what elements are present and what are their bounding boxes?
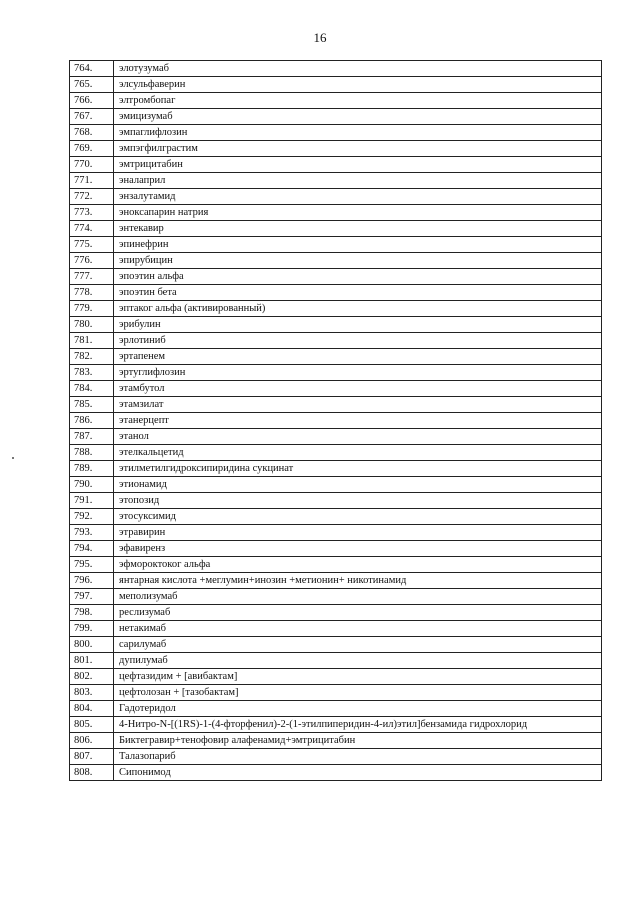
drug-name: эпинефрин [114, 237, 602, 253]
row-number: 794. [70, 541, 114, 557]
table-row [70, 509, 602, 525]
table-row [70, 333, 602, 349]
table-row [70, 237, 602, 253]
table-row [70, 285, 602, 301]
drug-name: реслизумаб [114, 605, 602, 621]
row-number: 781. [70, 333, 114, 349]
row-number: 786. [70, 413, 114, 429]
drug-name: меполизумаб [114, 589, 602, 605]
drug-name: этанол [114, 429, 602, 445]
row-number: 792. [70, 509, 114, 525]
drug-name: эпоэтин бета [114, 285, 602, 301]
table-row [70, 749, 602, 765]
table-row [70, 77, 602, 93]
drug-name: Сипонимод [114, 765, 602, 781]
row-number: 769. [70, 141, 114, 157]
table-row [70, 557, 602, 573]
drug-name: Биктегравир+тенофовир алафенамид+эмтрицитабин [114, 733, 602, 749]
row-number: 765. [70, 77, 114, 93]
drug-name: эноксапарин натрия [114, 205, 602, 221]
table-row [70, 381, 602, 397]
drug-name: этопозид [114, 493, 602, 509]
row-number: 782. [70, 349, 114, 365]
drug-name: эналаприл [114, 173, 602, 189]
drug-name: энзалутамид [114, 189, 602, 205]
table-row [70, 525, 602, 541]
drug-name: эмпаглифлозин [114, 125, 602, 141]
table-row [70, 365, 602, 381]
drug-name: элотузумаб [114, 61, 602, 77]
row-number: 799. [70, 621, 114, 637]
row-number: 784. [70, 381, 114, 397]
row-number: 780. [70, 317, 114, 333]
row-number: 773. [70, 205, 114, 221]
drug-name: 4-Нитро-N-[(1RS)-1-(4-фторфенил)-2-(1-этилпиперидин-4-ил)этил]бензамида гидрохлорид [114, 717, 602, 733]
table-row [70, 653, 602, 669]
drug-name: эптаког альфа (активированный) [114, 301, 602, 317]
row-number: 775. [70, 237, 114, 253]
table-row [70, 125, 602, 141]
row-number: 798. [70, 605, 114, 621]
table-row [70, 109, 602, 125]
table-row [70, 157, 602, 173]
drug-name: этанерцепт [114, 413, 602, 429]
row-number: 767. [70, 109, 114, 125]
row-number: 788. [70, 445, 114, 461]
drug-name: сарилумаб [114, 637, 602, 653]
row-number: 795. [70, 557, 114, 573]
drug-name: дупилумаб [114, 653, 602, 669]
drug-name: эмицизумаб [114, 109, 602, 125]
table-row [70, 205, 602, 221]
drug-name: этамзилат [114, 397, 602, 413]
table-row [70, 397, 602, 413]
row-number: 766. [70, 93, 114, 109]
table-row [70, 269, 602, 285]
table-row [70, 461, 602, 477]
table-row [70, 477, 602, 493]
row-number: 796. [70, 573, 114, 589]
row-number: 807. [70, 749, 114, 765]
drug-name: этамбутол [114, 381, 602, 397]
table-row [70, 637, 602, 653]
drug-name: этилметилгидроксипиридина сукцинат [114, 461, 602, 477]
row-number: 777. [70, 269, 114, 285]
table-row [70, 589, 602, 605]
drug-name: Гадотеридол [114, 701, 602, 717]
table-row [70, 765, 602, 781]
table-row [70, 317, 602, 333]
row-number: 791. [70, 493, 114, 509]
table-row [70, 253, 602, 269]
drug-name: эпоэтин альфа [114, 269, 602, 285]
row-number: 797. [70, 589, 114, 605]
drug-name: цефтазидим + [авибактам] [114, 669, 602, 685]
row-number: 800. [70, 637, 114, 653]
table-row [70, 189, 602, 205]
drug-name: эмпэгфилграстим [114, 141, 602, 157]
row-number: 772. [70, 189, 114, 205]
row-number: 802. [70, 669, 114, 685]
drug-name: Талазопариб [114, 749, 602, 765]
row-number: 774. [70, 221, 114, 237]
drug-name: эртапенем [114, 349, 602, 365]
row-number: 804. [70, 701, 114, 717]
table-row [70, 173, 602, 189]
drug-name: нетакимаб [114, 621, 602, 637]
table-row [70, 621, 602, 637]
table-row [70, 733, 602, 749]
drug-name: эртуглифлозин [114, 365, 602, 381]
drug-name: элсульфаверин [114, 77, 602, 93]
drug-name: цефтолозан + [тазобактам] [114, 685, 602, 701]
row-number: 779. [70, 301, 114, 317]
table-row [70, 93, 602, 109]
row-number: 778. [70, 285, 114, 301]
drug-name: эмтрицитабин [114, 157, 602, 173]
row-number: 808. [70, 765, 114, 781]
drug-name: эпирубицин [114, 253, 602, 269]
table-row [70, 445, 602, 461]
row-number: 806. [70, 733, 114, 749]
drug-name: этионамид [114, 477, 602, 493]
table-row [70, 301, 602, 317]
table-row [70, 701, 602, 717]
row-number: 805. [70, 717, 114, 733]
table-row [70, 573, 602, 589]
table-row [70, 221, 602, 237]
drug-name: эрлотиниб [114, 333, 602, 349]
table-row [70, 349, 602, 365]
row-number: 783. [70, 365, 114, 381]
table-row [70, 541, 602, 557]
row-number: 789. [70, 461, 114, 477]
drug-name: энтекавир [114, 221, 602, 237]
row-number: 785. [70, 397, 114, 413]
table-row [70, 61, 602, 77]
margin-mark [12, 457, 14, 459]
drug-name: элтромбопаг [114, 93, 602, 109]
drug-name: эфмороктоког альфа [114, 557, 602, 573]
drug-name: эфавиренз [114, 541, 602, 557]
table-row [70, 141, 602, 157]
row-number: 803. [70, 685, 114, 701]
page-number: 16 [313, 30, 327, 45]
table-row [70, 429, 602, 445]
drug-name: янтарная кислота +меглумин+инозин +метионин+ никотинамид [114, 573, 602, 589]
row-number: 768. [70, 125, 114, 141]
table-row [70, 605, 602, 621]
table-row [70, 717, 602, 733]
drug-name: этравирин [114, 525, 602, 541]
table-row [70, 413, 602, 429]
table-row [70, 669, 602, 685]
row-number: 764. [70, 61, 114, 77]
drug-list-body [70, 61, 602, 781]
row-number: 771. [70, 173, 114, 189]
drug-name: этосуксимид [114, 509, 602, 525]
drug-name: эрибулин [114, 317, 602, 333]
row-number: 801. [70, 653, 114, 669]
row-number: 770. [70, 157, 114, 173]
drug-name: этелкальцетид [114, 445, 602, 461]
row-number: 793. [70, 525, 114, 541]
row-number: 790. [70, 477, 114, 493]
table-row [70, 685, 602, 701]
table-row [70, 493, 602, 509]
drug-list-table [69, 60, 602, 781]
row-number: 787. [70, 429, 114, 445]
row-number: 776. [70, 253, 114, 269]
